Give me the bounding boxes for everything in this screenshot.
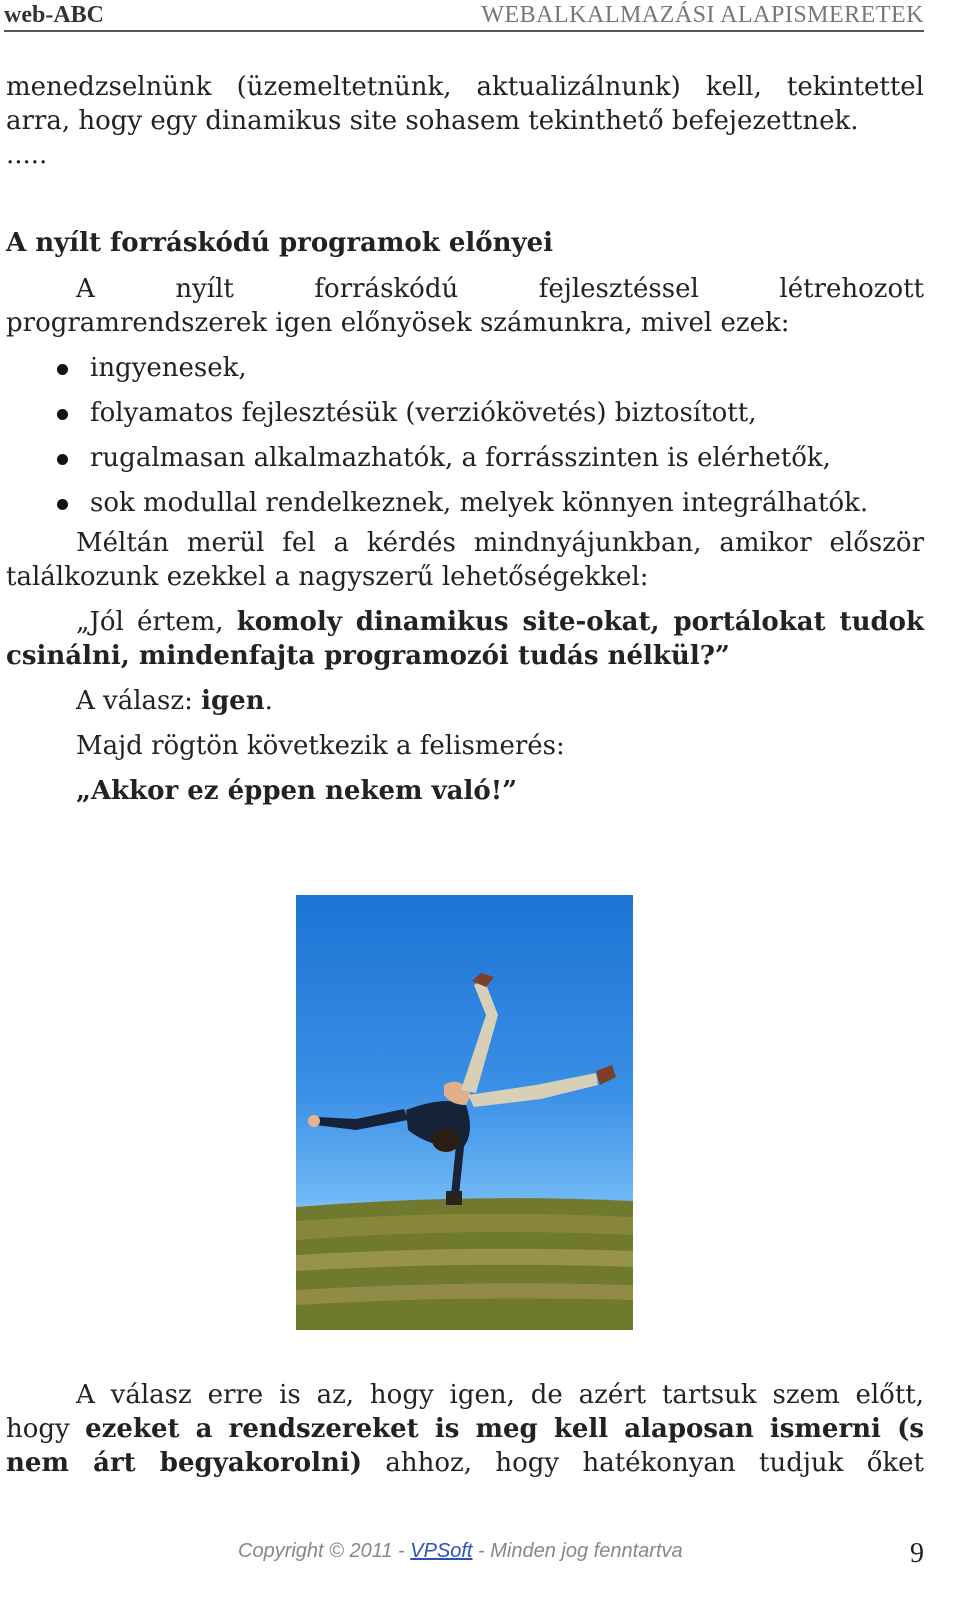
- header-brand: web-ABC: [4, 2, 104, 28]
- list-item: folyamatos fejlesztésük (verziókövetés) biztosított,: [6, 391, 924, 436]
- paragraph-2-line-2: találkozunk ezekkel a nagyszerű lehetőségekkel:: [6, 562, 649, 592]
- closing-line-3: nem árt begyakorolni) ahhoz, hogy hatékonyan tudjuk őket: [6, 1448, 925, 1478]
- list-item: rugalmasan alkalmazhatók, a forrásszinten is elérhetők,: [6, 436, 924, 481]
- page-content: [6, 70, 924, 808]
- closing-paragraph: [6, 1378, 924, 1480]
- section-title: A nyílt forráskódú programok előnyei: [6, 228, 554, 258]
- closing-line-2: hogy ezeket a rendszereket is meg kell alaposan ismerni (s: [6, 1414, 925, 1444]
- quote-line-2: csinálni, mindenfajta programozói tudás nélkül?”: [6, 641, 730, 671]
- paragraph-2-line-1: Méltán merül fel a kérdés mindnyájunkban, amikor először: [76, 528, 924, 558]
- bullet-icon: [57, 364, 68, 375]
- handstand-photo-illustration: [296, 895, 633, 1330]
- intro-line-1: menedzselnünk (üzemeltetnünk, aktualizálnunk) kell, tekintettel: [6, 72, 924, 102]
- handstand-photo: [296, 895, 633, 1330]
- company-link[interactable]: VPSoft: [410, 1540, 473, 1562]
- exclamation-line: „Akkor ez éppen nekem való!”: [76, 776, 518, 806]
- header-title: WEBALKALMAZÁSI ALAPISMERETEK: [481, 2, 924, 28]
- bullet-icon: [57, 499, 68, 510]
- answer-line: A válasz: igen.: [76, 686, 273, 716]
- paragraph-1-line-2: programrendszerek igen előnyösek számunkra, mivel ezek:: [6, 308, 790, 338]
- advantages-list: [6, 346, 924, 526]
- list-item: sok modullal rendelkeznek, melyek könnyen integrálhatók.: [6, 481, 924, 526]
- list-item: ingyenesek,: [6, 346, 924, 391]
- bullet-icon: [57, 454, 68, 465]
- page-header: [4, 0, 924, 32]
- intro-line-2: arra, hogy egy dinamikus site sohasem tekinthető befejezettnek.: [6, 106, 859, 136]
- intro-ellipsis: .....: [6, 140, 48, 170]
- paragraph-1-line-1: A nyílt forráskódú fejlesztéssel létrehozott: [76, 274, 924, 304]
- bullet-icon: [57, 409, 68, 420]
- closing-line-1: A válasz erre is az, hogy igen, de azért tartsuk szem előtt,: [76, 1380, 924, 1410]
- quote-line-1: „Jól értem, komoly dinamikus site-okat, portálokat tudok: [76, 607, 925, 637]
- page-number: 9: [910, 1538, 924, 1569]
- copyright-text: Copyright © 2011 - VPSoft - Minden jog fenntartva: [238, 1540, 683, 1562]
- recognition-line: Majd rögtön következik a felismerés:: [76, 731, 565, 761]
